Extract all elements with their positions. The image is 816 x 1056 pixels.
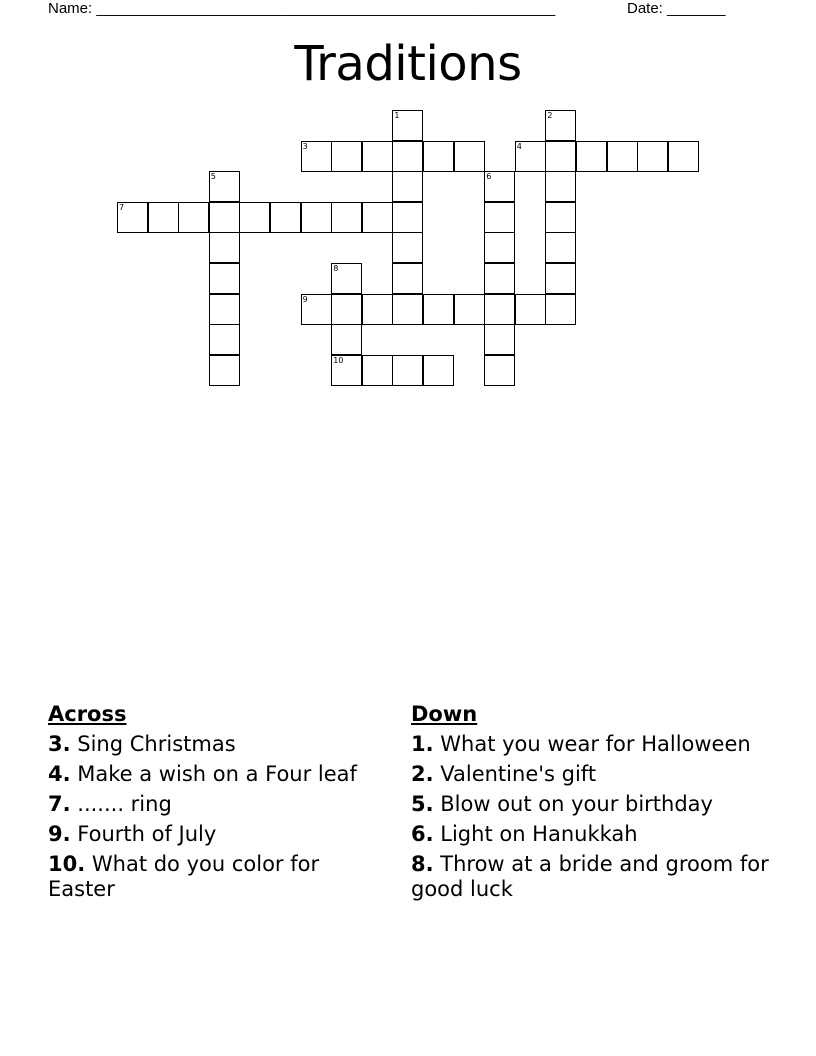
clue-text: Make a wish on a Four leaf: [70, 762, 357, 786]
crossword-cell: [239, 202, 270, 233]
clue-item: [48, 852, 378, 902]
clue-number: 4.: [48, 762, 71, 786]
clue-number: 7.: [48, 792, 71, 816]
crossword-cell: [209, 202, 240, 233]
crossword-cell: [392, 232, 423, 263]
clue-item: [48, 792, 378, 817]
cell-number: 2: [547, 111, 553, 120]
crossword-cell: [392, 263, 423, 294]
crossword-cell: [209, 232, 240, 263]
clue-text: Fourth of July: [70, 822, 217, 846]
clue-number: 10.: [48, 852, 86, 876]
clue-text: Valentine's gift: [433, 762, 597, 786]
across-heading: Across: [48, 702, 127, 726]
clue-item: [48, 732, 378, 757]
crossword-cell: [331, 294, 362, 325]
crossword-cell: [423, 141, 454, 172]
crossword-cell: [545, 141, 576, 172]
crossword-cell: [392, 110, 423, 141]
crossword-cell: [301, 141, 332, 172]
clue-item: [411, 762, 771, 787]
clue-item: [411, 822, 771, 847]
crossword-cell: [668, 141, 699, 172]
crossword-cell: [392, 294, 423, 325]
crossword-cell: [392, 141, 423, 172]
cell-number: 3: [302, 141, 308, 151]
across-clues: [48, 702, 378, 907]
crossword-cell: [484, 232, 515, 263]
crossword-cell: [392, 202, 423, 233]
cell-number: 5: [210, 172, 216, 182]
clue-text: Blow out on your birthday: [433, 792, 713, 816]
crossword-cell: [545, 202, 576, 233]
clue-text: Light on Hanukkah: [433, 822, 638, 846]
crossword-cell: [484, 294, 515, 325]
clue-item: [411, 732, 771, 757]
cell-number: 7: [119, 202, 125, 212]
crossword-cell: [454, 294, 485, 325]
clue-text: Throw at a bride and groom for good luck: [411, 852, 769, 901]
clue-item: [411, 792, 771, 817]
crossword-cell: [392, 171, 423, 202]
name-field-line: Name: _______________________________________________________: [48, 0, 556, 17]
crossword-cell: [362, 141, 393, 172]
cell-number: 6: [486, 172, 492, 182]
clue-item: [48, 822, 378, 847]
cell-number: 1: [394, 111, 400, 120]
down-heading: Down: [411, 702, 478, 726]
crossword-cell: [362, 355, 393, 386]
crossword-cell: [545, 263, 576, 294]
clue-text: What do you color for Easter: [48, 852, 320, 901]
cell-number: 8: [333, 264, 339, 273]
cell-number: 4: [516, 141, 522, 151]
crossword-cell: [484, 263, 515, 294]
crossword-cell: [515, 294, 546, 325]
crossword-cell: [484, 324, 515, 355]
clue-number: 1.: [411, 732, 434, 756]
clue-number: 6.: [411, 822, 434, 846]
crossword-cell: [178, 202, 209, 233]
crossword-cell: [331, 202, 362, 233]
crossword-cell: [331, 355, 362, 386]
clue-text: What you wear for Halloween: [433, 732, 751, 756]
crossword-cell: [637, 141, 668, 172]
cell-number: 10: [333, 355, 344, 365]
crossword-cell: [545, 232, 576, 263]
crossword-cell: [362, 294, 393, 325]
crossword-cell: [209, 324, 240, 355]
crossword-cell: [484, 355, 515, 386]
clue-number: 9.: [48, 822, 71, 846]
crossword-cell: [209, 171, 240, 202]
clue-item: [48, 762, 378, 787]
crossword-cell: [545, 110, 576, 141]
crossword-cell: [301, 202, 332, 233]
crossword-cell: [576, 141, 607, 172]
crossword-cell: [270, 202, 301, 233]
crossword-cell: [148, 202, 179, 233]
crossword-cell: [209, 294, 240, 325]
crossword-cell: [209, 355, 240, 386]
crossword-cell: [607, 141, 638, 172]
clue-number: 3.: [48, 732, 71, 756]
crossword-cell: [331, 141, 362, 172]
crossword-cell: [331, 324, 362, 355]
crossword-cell: [209, 263, 240, 294]
crossword-cell: [545, 171, 576, 202]
clue-item: [411, 852, 771, 902]
clue-text: Sing Christmas: [70, 732, 236, 756]
crossword-cell: [117, 202, 148, 233]
down-clues: [411, 702, 771, 907]
cell-number: 9: [302, 294, 308, 304]
crossword-cell: [484, 202, 515, 233]
crossword-cell: [423, 294, 454, 325]
crossword-cell: [515, 141, 546, 172]
crossword-cell: [301, 294, 332, 325]
crossword-cell: [484, 171, 515, 202]
crossword-cell: [392, 355, 423, 386]
crossword-cell: [362, 202, 393, 233]
page-title: Traditions: [294, 36, 522, 92]
crossword-cell: [331, 263, 362, 294]
clue-number: 8.: [411, 852, 434, 876]
clue-number: 2.: [411, 762, 434, 786]
date-field-line: Date: _______: [627, 0, 726, 17]
clue-text: ....... ring: [70, 792, 172, 816]
crossword-cell: [423, 355, 454, 386]
crossword-cell: [545, 294, 576, 325]
clue-number: 5.: [411, 792, 434, 816]
crossword-cell: [454, 141, 485, 172]
